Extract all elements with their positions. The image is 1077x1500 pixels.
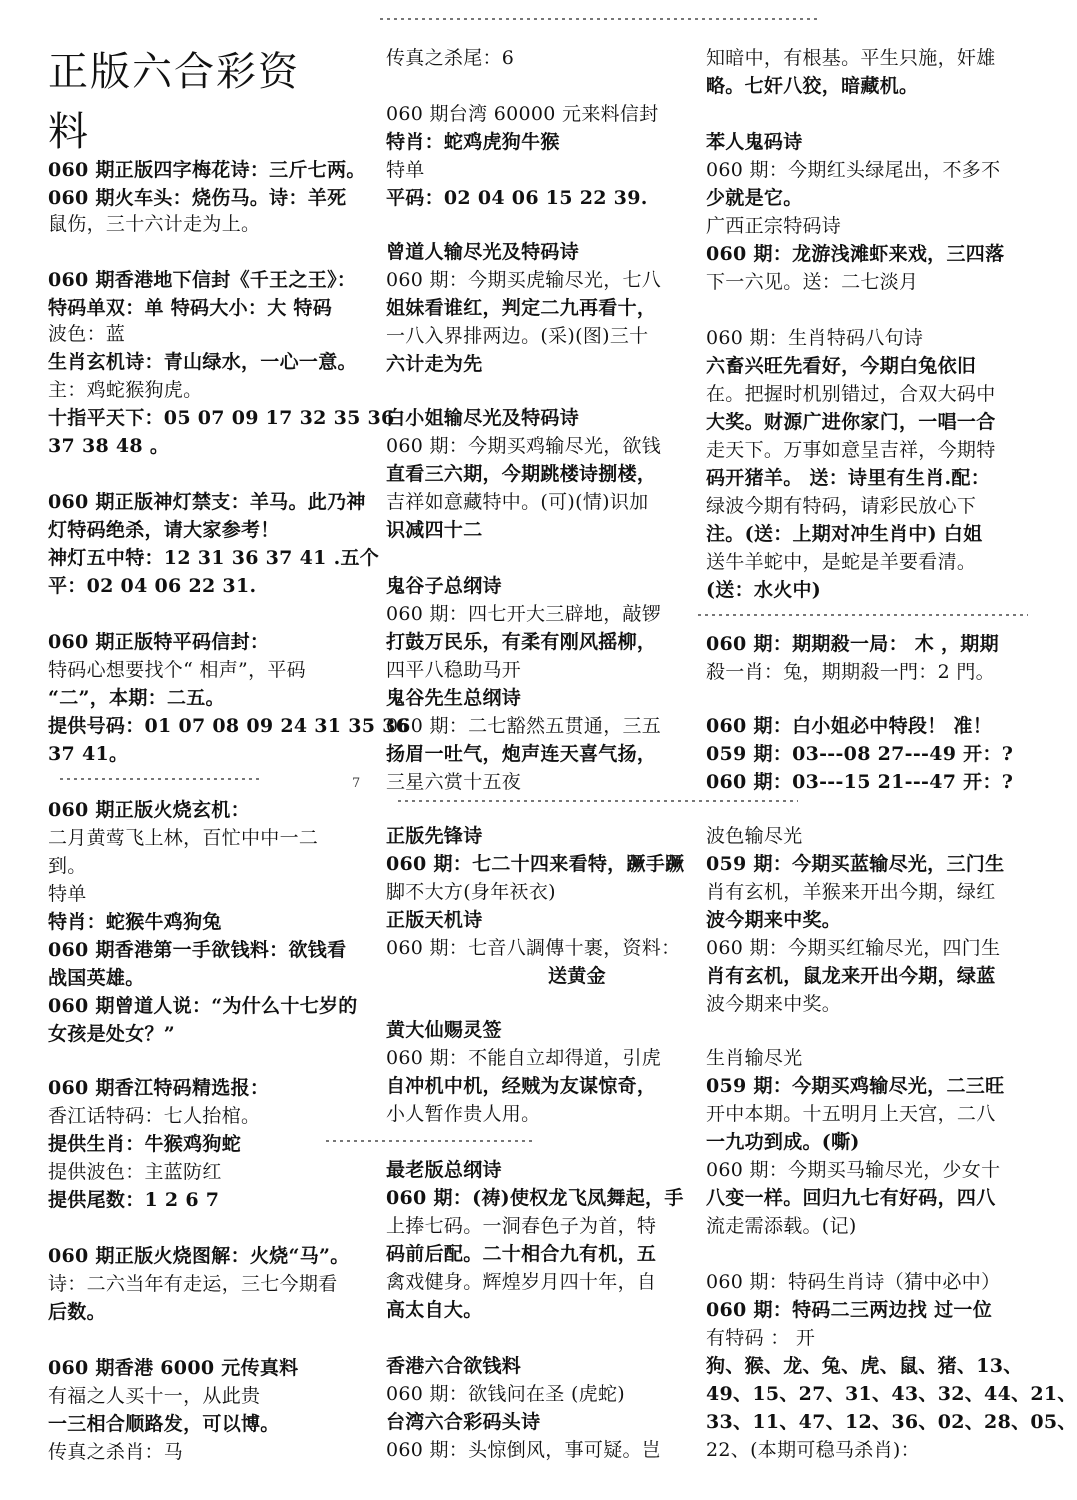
- text-line: 鬼谷先生总纲诗: [386, 687, 522, 709]
- text-line: 后数。: [48, 1301, 106, 1323]
- text-line: 鼠伤，三十六计走为上。: [48, 213, 261, 235]
- text-line: 060 期：特码生肖诗（猜中必中）: [706, 1271, 1001, 1293]
- text-line: 知暗中，有根基。平生只施，奸雄: [706, 47, 996, 69]
- text-line: 吉祥如意藏特中。(可)(情)识加: [386, 491, 649, 513]
- text-line: 060 期：今期买鸡输尽光，欲钱: [386, 435, 662, 457]
- text-line: 059 期：03---08 27---49 开：?: [706, 743, 1014, 765]
- text-line: 060 期：生肖特码八句诗: [706, 327, 924, 349]
- text-line: 平码：02 04 06 15 22 39.: [386, 187, 648, 209]
- text-line: 有特码 ： 开: [706, 1327, 816, 1349]
- text-line: 提供生肖：牛猴鸡狗蛇: [48, 1133, 242, 1155]
- text-line: 肖有玄机，羊猴来开出今期，绿红: [706, 881, 996, 903]
- text-line: “二”，本期：二五。: [48, 687, 225, 709]
- text-line: 一八入界排两边。(采)(图)三十: [386, 325, 649, 347]
- text-line: 生肖玄机诗：青山绿水，一心一意。: [48, 351, 357, 373]
- text-line: 香江话特码：七人抬棺。: [48, 1105, 261, 1127]
- text-line: 苯人鬼码诗: [706, 131, 803, 153]
- text-line: 49、15、27、31、43、32、44、21、: [706, 1383, 1077, 1405]
- text-line: 脚不大方(身年祆衣): [386, 881, 556, 903]
- text-line: 四平八稳助马开: [386, 659, 522, 681]
- text-line: 提供波色：主蓝防红: [48, 1161, 222, 1183]
- text-line: 060 期：今期买红输尽光，四门生: [706, 937, 1001, 959]
- text-line: 送黄金: [548, 965, 606, 987]
- text-line: 六畜兴旺先看好，今期白兔依旧: [706, 355, 977, 377]
- text-line: 060 期：四七开大三辟地，敲锣: [386, 603, 662, 625]
- text-line: 肖有玄机，鼠龙来开出今期，绿蓝: [706, 965, 996, 987]
- text-line: 上捧七码。一洞春色子为首，特: [386, 1215, 657, 1237]
- text-line: 台湾六合彩码头诗: [386, 1411, 541, 1433]
- text-line: 060 期香港第一手欲钱料：欲钱看: [48, 939, 347, 961]
- column-left: [48, 0, 410, 1500]
- text-line: 女孩是处女？”: [48, 1023, 176, 1045]
- text-line: 开中本期。十五明月上天宫，二八: [706, 1103, 996, 1125]
- text-line: 料: [48, 109, 90, 155]
- text-line: 060 期：今期买马输尽光，少女十: [706, 1159, 1001, 1181]
- page-mark: 7: [352, 776, 361, 791]
- text-line: 二月黄莺飞上林，百忙中中一二: [48, 827, 319, 849]
- text-line: 狗、猴、龙、兔、虎、鼠、猪、13、: [706, 1355, 1023, 1377]
- text-line: 少就是它。: [706, 187, 803, 209]
- text-line: 特码心想要找个“ 相声”，平码: [48, 659, 306, 681]
- text-line: 060 期台湾 60000 元来料信封: [386, 103, 659, 125]
- text-line: 自冲机中机，经贼为友谋惊奇，: [386, 1075, 657, 1097]
- text-line: 在。把握时机别错过，合双大码中: [706, 383, 996, 405]
- text-line: 打鼓万民乐，有柔有刚风摇柳，: [386, 631, 657, 653]
- text-line: 扬眉一吐气，炮声连天喜气扬，: [386, 743, 657, 765]
- text-line: 灯特码绝杀，请大家参考！: [48, 519, 280, 541]
- text-line: 平：02 04 06 22 31.: [48, 575, 257, 597]
- text-line: 最老版总纲诗: [386, 1159, 502, 1181]
- text-line: 060 期：七音八調傳十裹，资料：: [386, 937, 681, 959]
- text-line: 060 期正版火烧图解：火烧“马”。: [48, 1245, 350, 1267]
- text-line: 鬼谷子总纲诗: [386, 575, 502, 597]
- text-line: 060 期：欲钱问在圣 (虎蛇): [386, 1383, 625, 1405]
- text-line: 略。七奸八狡，暗藏机。: [706, 75, 919, 97]
- text-line: 22、(本期可稳马杀肖)：: [706, 1439, 920, 1461]
- text-line: 060 期香港地下信封《千王之王》：: [48, 269, 357, 291]
- text-line: 黄大仙赐灵签: [386, 1019, 502, 1041]
- text-line: 060 期：龙游浅滩虾来戏，三四落: [706, 243, 1005, 265]
- column-middle: [386, 0, 694, 1500]
- text-line: 白小姐输尽光及特码诗: [386, 407, 580, 429]
- text-line: 战国英雄。: [48, 967, 145, 989]
- text-line: 曾道人输尽光及特码诗: [386, 241, 580, 263]
- text-line: 特单: [386, 159, 425, 181]
- text-line: 特肖：蛇鸡虎狗牛猴: [386, 131, 560, 153]
- text-line: 特码单双：单 特码大小：大 特码: [48, 297, 333, 319]
- text-line: 波色输尽光: [706, 825, 803, 847]
- text-line: 060 期火车头：烧伤马。诗：羊死: [48, 187, 347, 209]
- text-line: 十指平天下：05 07 09 17 32 35 36: [48, 407, 395, 429]
- text-line: 060 期：03---15 21---47 开：?: [706, 771, 1014, 793]
- text-line: 传真之杀肖：马: [48, 1441, 184, 1463]
- text-line: 波今期来中奖。: [706, 993, 842, 1015]
- text-line: 060 期曾道人说：“为什么十七岁的: [48, 995, 358, 1017]
- text-line: 060 期：今期买虎输尽光，七八: [386, 269, 662, 291]
- text-line: 33、11、47、12、36、02、28、05、: [706, 1411, 1077, 1433]
- text-line: 禽戏健身。辉煌岁月四十年，自: [386, 1271, 657, 1293]
- text-line: 060 期：七二十四来看特，蹶手蹶: [386, 853, 685, 875]
- text-line: 大奖。财源广进你家门，一唱一合: [706, 411, 996, 433]
- text-line: 码开猪羊。 送：诗里有生肖.配：: [706, 467, 991, 489]
- text-line: 直看三六期，今期跳楼诗捌楼，: [386, 463, 657, 485]
- text-line: 060 期：(祷)使权龙飞凤舞起，手: [386, 1187, 684, 1209]
- text-line: 诗：二六当年有走运，三七今期看: [48, 1273, 338, 1295]
- separator-noise-4: [326, 1140, 536, 1142]
- text-line: 特单: [48, 883, 87, 905]
- text-line: 六计走为先: [386, 353, 483, 375]
- text-line: 060 期：特码二三两边找 过一位: [706, 1299, 992, 1321]
- text-line: 流走需添载。(记): [706, 1215, 857, 1237]
- text-line: 一九功到成。(嘶): [706, 1131, 860, 1153]
- separator-noise-1: [60, 778, 260, 780]
- text-line: 特肖：蛇猴牛鸡狗兔: [48, 911, 222, 933]
- text-line: 正版先锋诗: [386, 825, 483, 847]
- separator-noise-3: [698, 614, 1028, 616]
- text-line: 提供尾数：1 2 6 7: [48, 1189, 220, 1211]
- text-line: 059 期：今期买蓝输尽光，三门生: [706, 853, 1005, 875]
- text-line: 走天下。万事如意呈吉祥，今期特: [706, 439, 996, 461]
- text-line: 060 期香江特码精选报：: [48, 1077, 270, 1099]
- text-line: 姐妹看谁红，判定二九再看十，: [386, 297, 657, 319]
- text-line: 高太自大。: [386, 1299, 483, 1321]
- text-line: 神灯五中特：12 31 36 37 41 .五个: [48, 547, 380, 569]
- text-line: 提供号码：01 07 08 09 24 31 35 36: [48, 715, 410, 737]
- text-line: 37 38 48 。: [48, 435, 170, 457]
- text-line: 060 期正版特平码信封：: [48, 631, 270, 653]
- text-line: 060 期正版四字梅花诗：三斤七两。: [48, 159, 366, 181]
- text-line: 37 41。: [48, 743, 129, 765]
- text-line: 三星六赏十五夜: [386, 771, 522, 793]
- text-line: 下一六见。送：二七淡月: [706, 271, 919, 293]
- text-line: 有福之人买十一，从此贵: [48, 1385, 261, 1407]
- text-line: 码前后配。二十相合九有机，五: [386, 1243, 657, 1265]
- column-right: [706, 0, 1077, 1500]
- text-line: 小人暂作贵人用。: [386, 1103, 541, 1125]
- text-line: 060 期香港 6000 元传真料: [48, 1357, 299, 1379]
- text-line: 传真之杀尾：6: [386, 47, 515, 69]
- text-line: 注。(送：上期对冲生肖中) 白姐: [706, 523, 983, 545]
- text-line: 060 期正版火烧玄机：: [48, 799, 250, 821]
- text-line: 059 期：今期买鸡输尽光，二三旺: [706, 1075, 1005, 1097]
- text-line: (送：水火中): [706, 579, 822, 601]
- text-line: 060 期：不能自立却得道，引虎: [386, 1047, 662, 1069]
- text-line: 060 期正版神灯禁支：羊马。此乃神: [48, 491, 366, 513]
- text-line: 一三相合顺路发，可以博。: [48, 1413, 280, 1435]
- top-scan-noise: [380, 18, 820, 20]
- text-line: 正版天机诗: [386, 909, 483, 931]
- text-line: 识减四十二: [386, 519, 483, 541]
- text-line: 绿波今期有特码，请彩民放心下: [706, 495, 977, 517]
- text-line: 主：鸡蛇猴狗虎。: [48, 379, 203, 401]
- text-line: 060 期：头惊倒风，事可疑。岂: [386, 1439, 662, 1461]
- text-line: 060 期：白小姐必中特段！ 准！: [706, 715, 992, 737]
- text-line: 八变一样。回归九七有好码，四八: [706, 1187, 996, 1209]
- text-line: 波今期来中奖。: [706, 909, 842, 931]
- text-line: 波色：蓝: [48, 323, 126, 345]
- text-line: 广西正宗特码诗: [706, 215, 842, 237]
- text-line: 殺一肖：兔，期期殺一門：2 門。: [706, 661, 995, 683]
- text-line: 香港六合欲钱料: [386, 1355, 522, 1377]
- separator-noise-2: [398, 800, 798, 802]
- text-line: 060 期：今期红头绿尾出，不多不: [706, 159, 1001, 181]
- text-line: 正版六合彩资: [48, 49, 300, 95]
- text-line: 060 期：期期殺一局： 木 ，期期: [706, 633, 999, 655]
- text-line: 生肖输尽光: [706, 1047, 803, 1069]
- text-line: 060 期：二七豁然五贯通，三五: [386, 715, 662, 737]
- text-line: 到。: [48, 855, 87, 877]
- text-line: 送牛羊蛇中，是蛇是羊要看清。: [706, 551, 977, 573]
